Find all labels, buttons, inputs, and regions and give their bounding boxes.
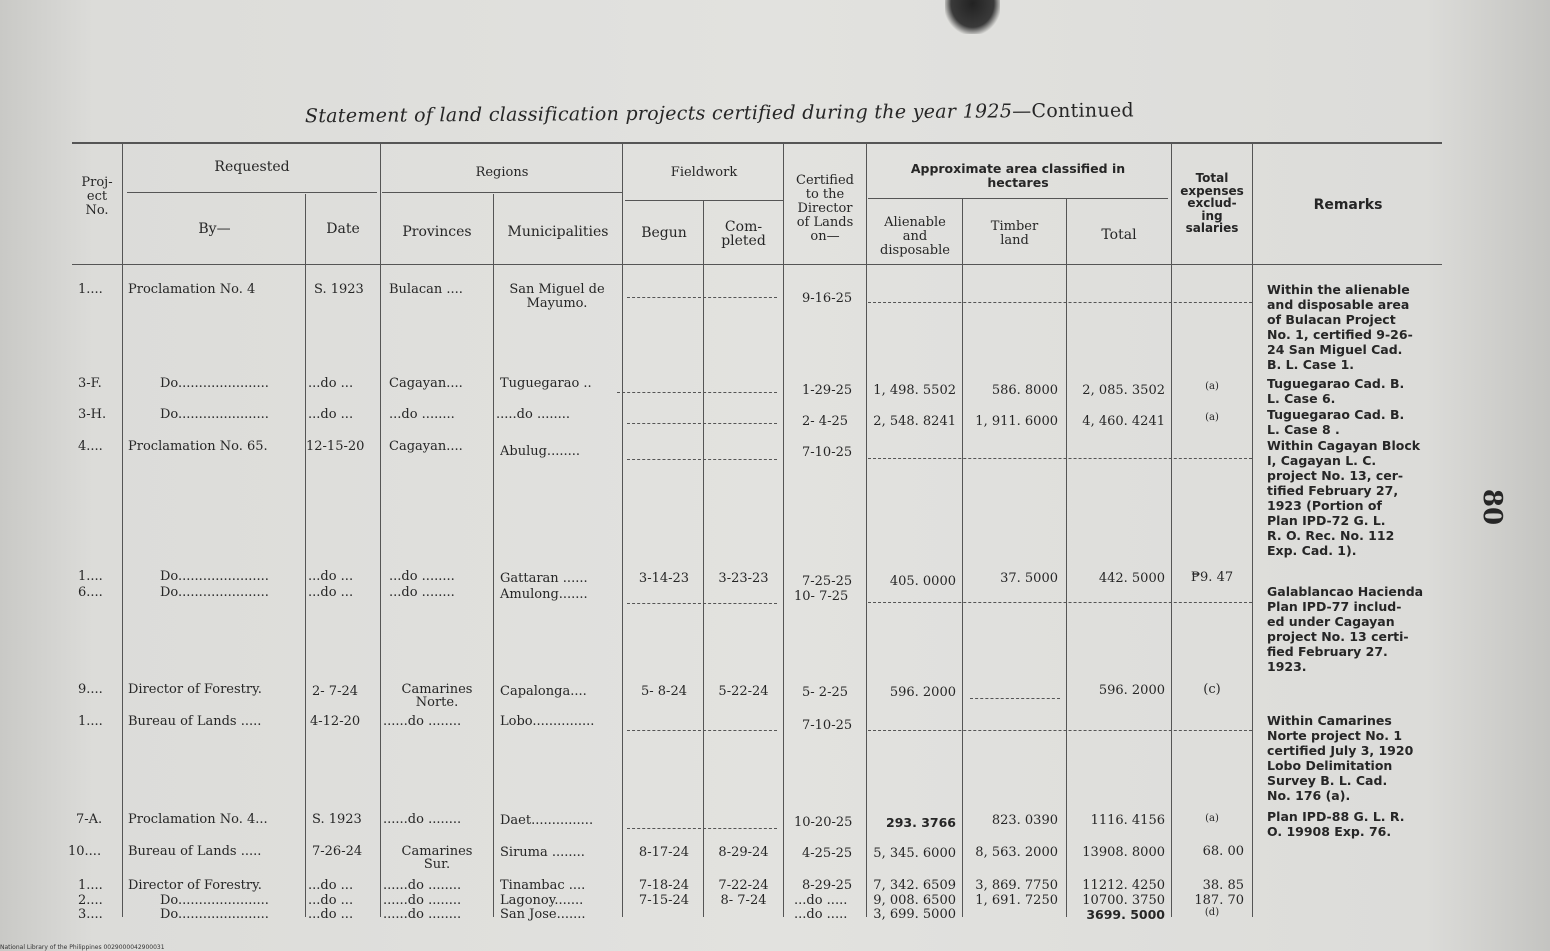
table-row-province: ......do ........: [383, 879, 462, 893]
table-row-proj: 7-A.: [76, 812, 103, 827]
table-row-begun: 7-15-24: [638, 893, 690, 908]
table-row-date: ...do ...: [308, 407, 354, 422]
table-row-proj: 3-F.: [78, 376, 102, 391]
table-row-proj: 1....: [78, 714, 103, 729]
remark-plan-ipd-88: Plan IPD-88 G. L. R. O. 19908 Exp. 76.: [1267, 809, 1405, 839]
table-row-total: 10700. 3750: [1082, 893, 1165, 908]
table-row-province: ......do ........: [383, 908, 462, 922]
table-row-date: 2- 7-24: [312, 684, 359, 699]
table-row-begun: 7-18-24: [638, 878, 690, 893]
table-row-date: 4-12-20: [310, 714, 361, 729]
table-row-total: 442. 5000: [1098, 571, 1165, 586]
header-begun: Begun: [641, 225, 687, 241]
table-row-date: S. 1923: [312, 812, 362, 827]
table-row-proj: 1....: [78, 569, 103, 584]
table-row-province: Bulacan ....: [389, 282, 463, 297]
remark-tuguegarao-6: Tuguegarao Cad. B. L. Case 6.: [1267, 376, 1405, 406]
table-row-certified: 10- 7-25: [794, 589, 849, 604]
table-row-proj: 9....: [78, 682, 103, 697]
table-row-alienable: 7, 342. 6509: [873, 878, 956, 893]
header-municipalities: Municipalities: [507, 224, 609, 240]
table-row-municipality: Daet...............: [500, 814, 594, 828]
table-row-completed: 8-29-24: [718, 845, 769, 860]
table-row-province: Cagayan....: [389, 439, 463, 454]
header-remarks: Remarks: [1313, 197, 1383, 213]
table-row-completed: 5-22-24: [718, 684, 769, 699]
table-row-begun: 8-17-24: [638, 845, 690, 860]
table-row-total: 13908. 8000: [1082, 845, 1165, 860]
table-row-certified: 7-10-25: [802, 718, 853, 733]
table-row-expenses: ₱9. 47: [1190, 570, 1234, 585]
header-project-no: Proj- ect No.: [81, 175, 113, 218]
table-row-date: ...do ...: [308, 569, 354, 584]
table-row-municipality: Lagonoy.......: [500, 893, 584, 908]
table-row-total: 11212. 4250: [1082, 878, 1165, 893]
header-regions: Regions: [475, 165, 529, 180]
header-requested: Requested: [214, 159, 290, 175]
table-row-date: S. 1923: [314, 282, 364, 297]
table-row-province: ...do ........: [389, 570, 455, 584]
table-row-alienable: 5, 345. 6000: [873, 846, 956, 861]
table-row-municipality: .....do ........: [496, 408, 571, 422]
table-row-proj: 6....: [78, 585, 103, 600]
page-number: 80: [1477, 488, 1508, 526]
table-row-certified: 10-20-25: [794, 815, 853, 830]
table-row-by: Proclamation No. 65.: [128, 439, 268, 454]
table-row-date: ...do ...: [308, 893, 354, 908]
header-fieldwork: Fieldwork: [670, 165, 738, 180]
table-row-expenses: (a): [1205, 813, 1219, 824]
table-row-by: Proclamation No. 4...: [128, 812, 268, 827]
table-row-province: ......do ........: [383, 813, 462, 827]
table-row-expenses: (a): [1205, 412, 1219, 423]
table-row-date: ...do ...: [308, 376, 354, 391]
table-row-by: Director of Forestry.: [128, 682, 262, 697]
table-row-alienable: 2, 548. 8241: [873, 414, 956, 429]
table-row-by: Do......................: [160, 570, 269, 584]
table-row-certified: 4-25-25: [802, 846, 853, 861]
header-completed: Com- pleted: [721, 219, 766, 249]
table-row-total: 4, 460. 4241: [1082, 414, 1165, 429]
table-row-province: ...do ........: [389, 408, 455, 422]
remark-galablancao: Galablancao Hacienda Plan IPD-77 includ- ed under Cagayan project No. 13 certi- fied February 27. 1923.: [1267, 584, 1424, 674]
table-row-certified: 7-25-25: [802, 574, 853, 589]
table-row-by: Proclamation No. 4: [128, 282, 256, 297]
table-row-date: ...do ...: [308, 878, 354, 893]
table-row-timber: 586. 8000: [991, 383, 1058, 398]
table-row-province: ......do ........: [383, 715, 462, 729]
table-row-province: ...do ........: [389, 586, 455, 600]
header-date: Date: [326, 221, 360, 237]
table-row-by: Do......................: [160, 408, 269, 422]
table-row-completed: 8- 7-24: [720, 893, 767, 908]
header-area: Approximate area classified in hectares: [910, 161, 1126, 190]
table-row-timber: 1, 911. 6000: [975, 414, 1058, 429]
table-row-alienable: 596. 2000: [889, 685, 956, 700]
table-row-proj: 10....: [68, 844, 102, 859]
table-row-certified: ...do .....: [794, 907, 848, 922]
table-row-begun: 5- 8-24: [640, 684, 687, 699]
table-row-total: 596. 2000: [1098, 683, 1165, 698]
table-row-proj: 1....: [78, 878, 103, 893]
table-row-municipality: Tinambac ....: [500, 878, 586, 893]
table-row-proj: 3-H.: [78, 407, 107, 422]
table-row-timber: 1, 691. 7250: [975, 893, 1058, 908]
table-row-province: Camarines Sur.: [401, 844, 473, 872]
table-row-date: ...do ...: [308, 585, 354, 600]
table-row-certified: 7-10-25: [802, 445, 853, 460]
table-row-municipality: Lobo...............: [500, 715, 595, 729]
table-row-proj: 1....: [78, 282, 103, 297]
table-row-alienable: 293. 3766: [886, 815, 956, 830]
table-row-by: Director of Forestry.: [128, 878, 262, 893]
table-row-completed: 7-22-24: [718, 878, 769, 893]
header-certified: Certified to the Director of Lands on—: [796, 173, 854, 244]
table-row-municipality: San Miguel de Mayumo.: [509, 282, 605, 311]
table-row-alienable: 3, 699. 5000: [873, 907, 956, 922]
header-timber: Timber land: [990, 219, 1039, 248]
table-row-certified: ...do .....: [794, 893, 848, 908]
table-row-timber: 8, 563. 2000: [975, 845, 1058, 860]
table-row-date: 12-15-20: [306, 439, 365, 454]
table-row-certified: 5- 2-25: [802, 685, 849, 700]
table-row-municipality: Abulug........: [500, 445, 580, 459]
table-row-proj: 4....: [78, 439, 103, 454]
land-classification-table: [68, 142, 1442, 922]
table-row-municipality: Gattaran ......: [500, 571, 588, 586]
header-total: Total: [1101, 227, 1137, 243]
table-row-certified: 9-16-25: [802, 291, 853, 306]
remark-camarines-norte: Within Camarines Norte project No. 1 certified July 3, 1920 Lobo Delimitation Survey B. L. Cad. No. 176 (a).: [1267, 713, 1414, 803]
table-row-municipality: Amulong.......: [500, 587, 588, 602]
table-row-expenses: 68. 00: [1202, 844, 1244, 859]
remark-cagayan-block: Within Cagayan Block I, Cagayan L. C. project No. 13, cer- tified February 27, 1923 (Portion of Plan IPD-72 G. L. R. O. Rec. No. 112 Exp. Cad. 1).: [1267, 438, 1421, 558]
table-row-total: 3699. 5000: [1086, 907, 1165, 922]
table-row-total: 2, 085. 3502: [1082, 383, 1165, 398]
table-row-date: ...do ...: [308, 907, 354, 922]
table-row-proj: 2....: [78, 893, 103, 908]
table-row-expenses: (c): [1203, 682, 1221, 697]
table-row-total: 1116. 4156: [1090, 813, 1165, 828]
table-row-municipality: Tuguegarao ..: [500, 376, 592, 391]
table-row-province: ......do ........: [383, 894, 462, 908]
table-row-by: Do......................: [160, 908, 269, 922]
table-row-municipality: San Jose.......: [500, 907, 586, 922]
table-row-certified: 8-29-25: [802, 878, 853, 893]
header-alienable: Alienable and disposable: [880, 215, 950, 258]
table-row-alienable: 9, 008. 6500: [873, 893, 956, 908]
table-row-expenses: 38. 85: [1202, 878, 1244, 893]
table-row-expenses: 187. 70: [1194, 893, 1244, 908]
remark-tuguegarao-8: Tuguegarao Cad. B. L. Case 8 .: [1267, 407, 1405, 437]
table-row-municipality: Siruma ........: [500, 845, 585, 860]
table-row-timber: 823. 0390: [991, 813, 1058, 828]
table-row-expenses: (d): [1204, 907, 1220, 918]
binder-clip: [945, 0, 1000, 34]
remark-bulacan: Within the alienable and disposable area of Bulacan Project No. 1, certified 9-26- 24 San Miguel Cad. B. L. Case 1.: [1267, 282, 1413, 372]
scan-footer: National Library of the Philippines 0029000042900031: [0, 944, 165, 951]
table-row-timber: 3, 869. 7750: [975, 878, 1058, 893]
table-row-certified: 1-29-25: [802, 383, 853, 398]
table-row-municipality: Capalonga....: [500, 684, 587, 699]
header-provinces: Provinces: [402, 224, 472, 240]
table-row-alienable: 405. 0000: [889, 574, 956, 589]
table-row-date: 7-26-24: [312, 844, 363, 859]
header-requested-by: By—: [198, 221, 231, 237]
table-row-province: Camarines Norte.: [401, 682, 473, 710]
table-row-by: Bureau of Lands .....: [128, 714, 262, 729]
header-expenses: Total expenses exclud- ing salaries: [1180, 171, 1244, 235]
table-row-by: Do......................: [160, 377, 269, 391]
table-row-certified: 2- 4-25: [802, 414, 849, 429]
table-row-by: Do......................: [160, 586, 269, 600]
table-row-completed: 3-23-23: [718, 571, 769, 586]
table-row-timber: 37. 5000: [1000, 571, 1058, 586]
table-row-begun: 3-14-23: [638, 571, 690, 586]
table-row-alienable: 1, 498. 5502: [873, 383, 956, 398]
page-title: Statement of land classification projects certified during the year 1925—Continued: [304, 99, 1135, 128]
table-row-by: Bureau of Lands .....: [128, 844, 262, 859]
table-row-expenses: (a): [1205, 381, 1219, 392]
table-row-proj: 3....: [78, 907, 103, 922]
table-row-by: Do......................: [160, 894, 269, 908]
table-row-province: Cagayan....: [389, 376, 463, 391]
